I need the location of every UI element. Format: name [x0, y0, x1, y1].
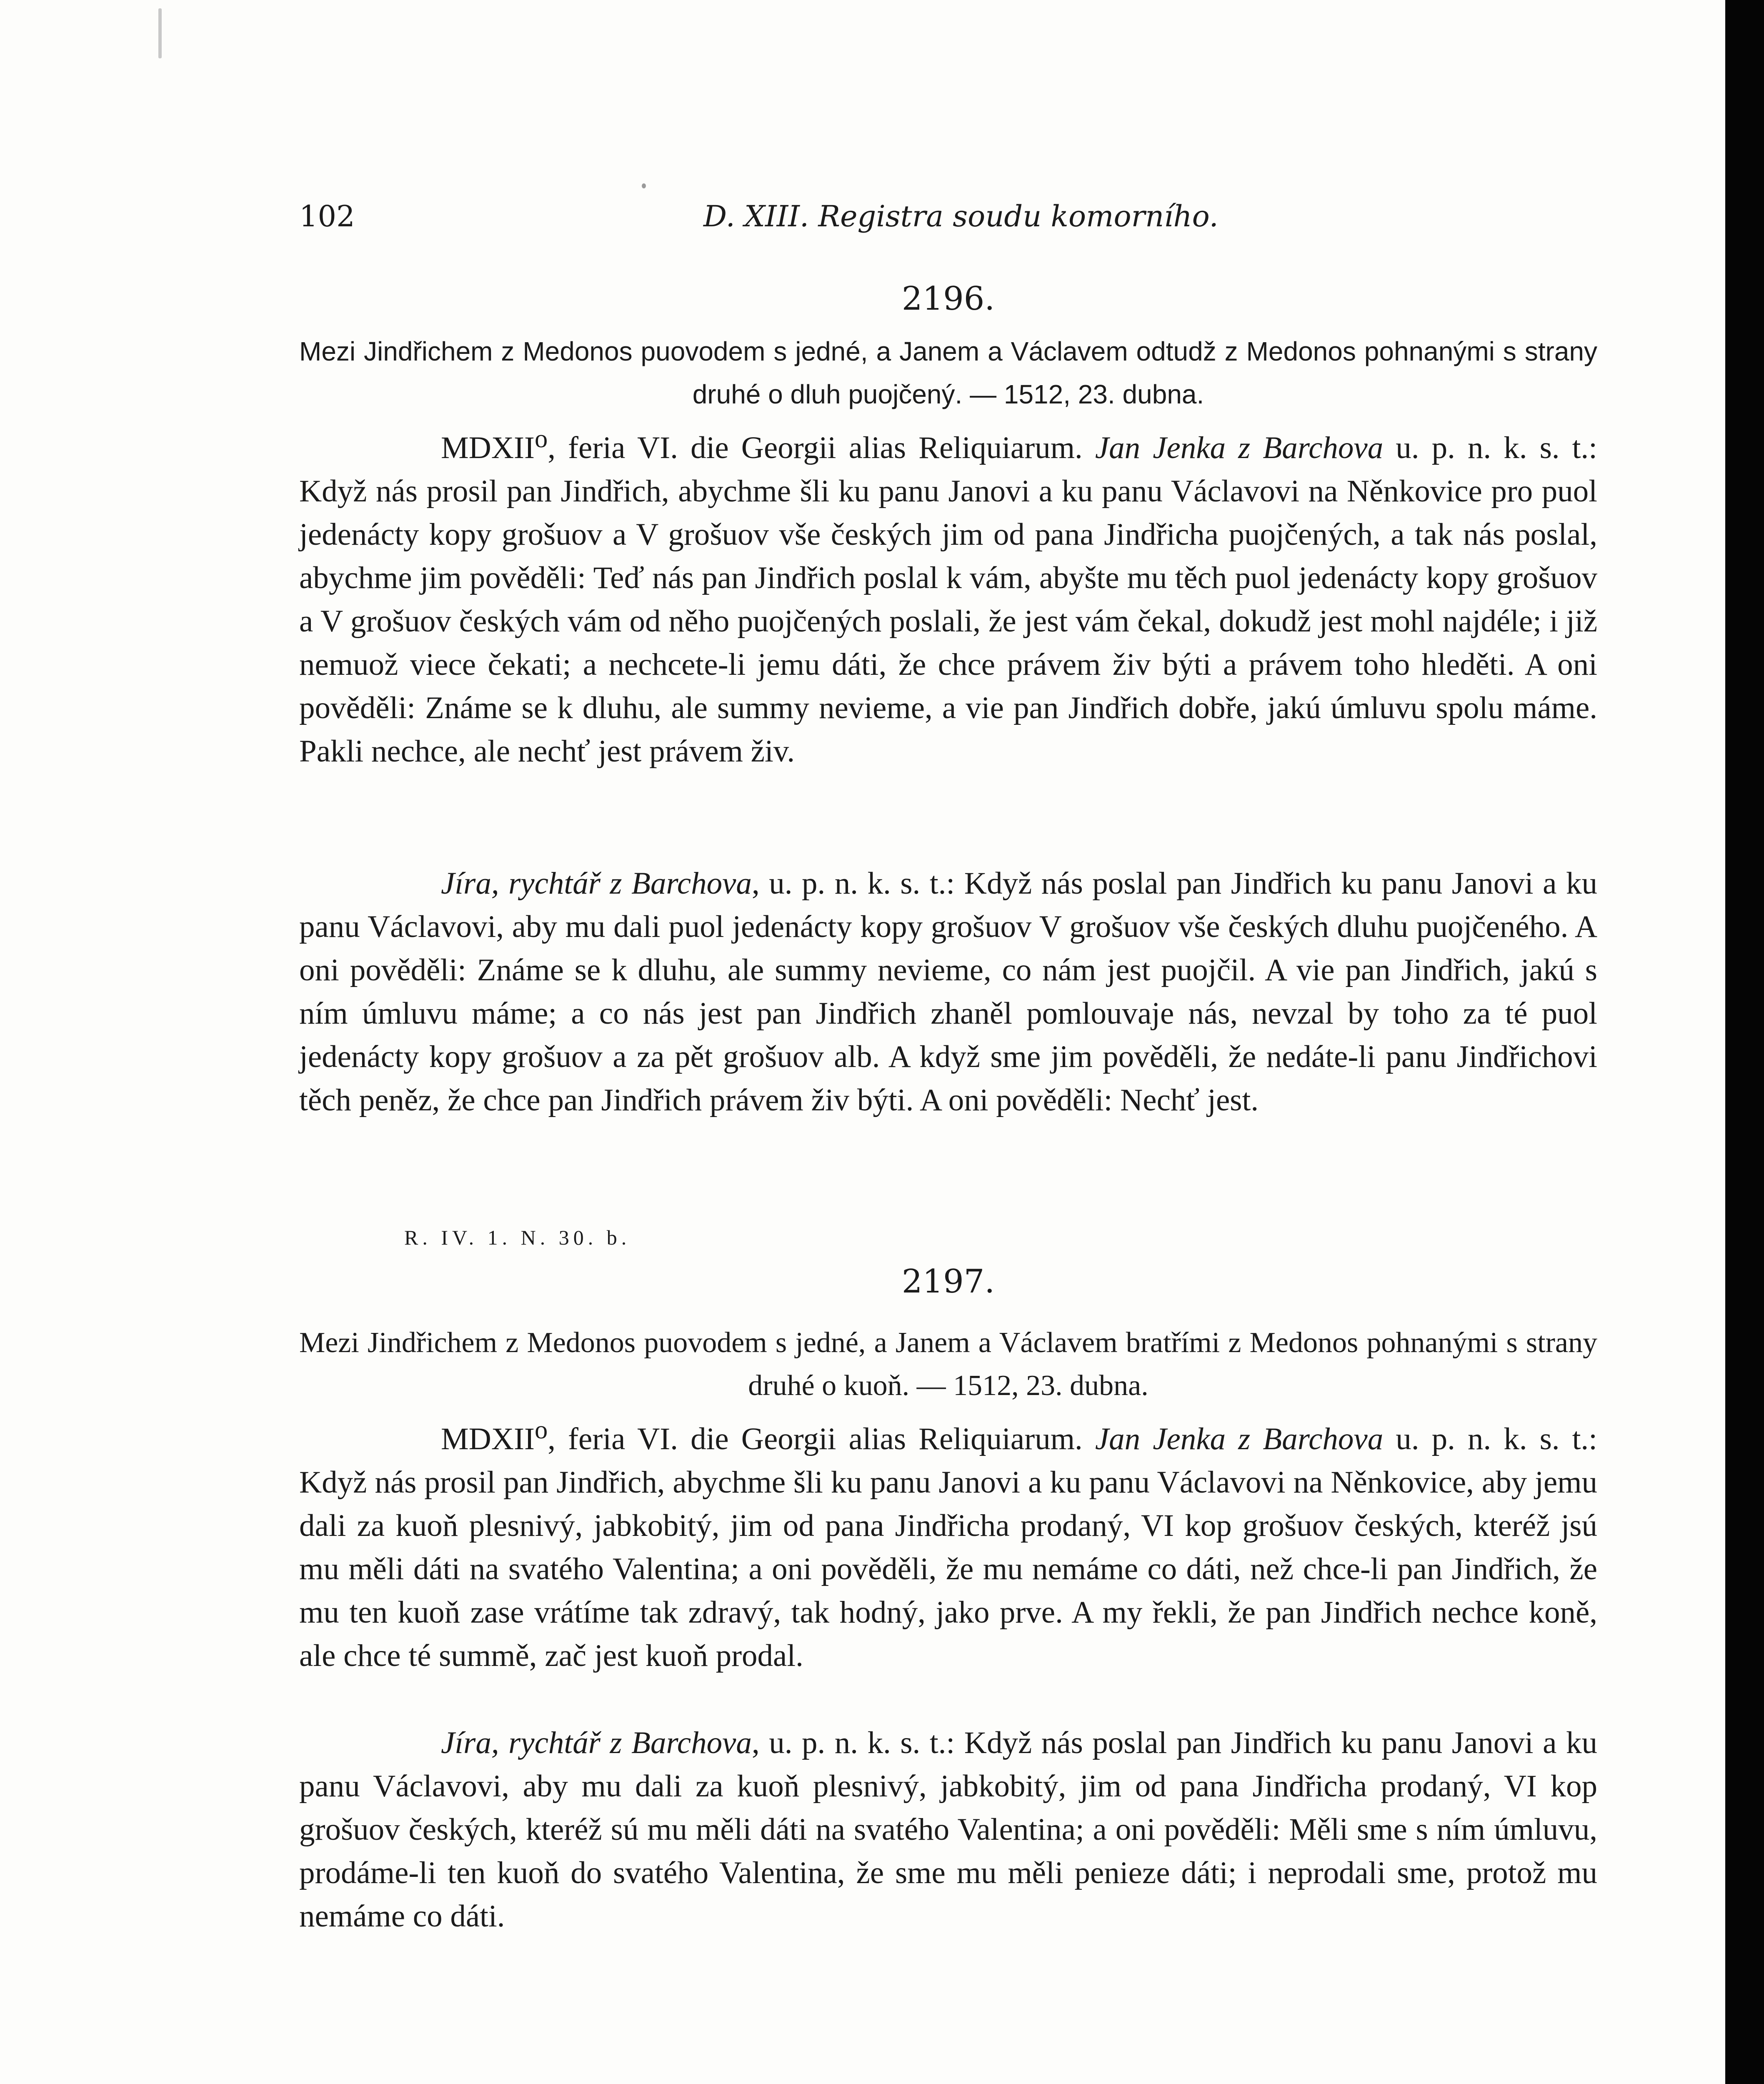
date-text: MDXII — [441, 431, 535, 465]
witness-name: Jan Jenka z Barchova — [1095, 1422, 1384, 1456]
witness-name: Jíra, rychtář z Barchova — [441, 1726, 752, 1760]
running-title: D. XIII. Registra soudu komorního. — [703, 199, 1219, 233]
source-reference: R. IV. 1. N. 30. b. — [404, 1226, 631, 1249]
testimony-text: , u. p. n. k. s. t.: Když nás poslal pan Jindřich ku panu Janovi a ku panu Václavovi, aby mu dali za kuoň plesnivý, jabkobitý, jim od pana Jindřicha prodaný, VI kop grošuov českých, kteréž sú mu měli dáti na svatého Valentina; a oni pověděli: Měli sme s ním úmluvu, prodáme-li ten kuoň do svatého Valentina, že sme mu měli penieze dáti; i neprodali sme, protož mu nemáme co dáti. — [299, 1726, 1597, 1934]
page-header — [299, 199, 1597, 249]
entry-number: 2197. — [901, 1263, 995, 1300]
date-superscript: o — [534, 424, 548, 453]
date-text-rest: , feria VI. die Georgii alias Reliquiarum. — [548, 1422, 1095, 1456]
testimony-text: u. p. n. k. s. t.: Když nás prosil pan Jindřich, abychme šli ku panu Janovi a ku panu Václavovi na Něnkovice pro puol jedenácty kopy grošuov a V grošuov vše českých jim od pana Jindřicha puojčených, a tak nás poslal, abychme jim pověděli: Teď nás pan Jindřich poslal k vám, abyšte mu těch puol jedenácty kopy grošuov a V grošuov českých vám od něho puojčených poslali, že jest vám čekal, dokudž jest mohl najdéle; i již nemuož viece čekati; a nechcete-li jemu dáti, že chce právem živ býti a právem toho hleděti. A oni pověděli: Známe se k dluhu, ale summy nevieme, a vie pan Jindřich dobře, jakú úmluvu spolu máme. Pakli nechce, ale nechť jest právem živ. — [299, 431, 1598, 769]
testimony-text: u. p. n. k. s. t.: Když nás prosil pan Jindřich, abychme šli ku panu Janovi a ku panu Václavovi na Něnkovice, aby jemu dali za kuoň plesnivý, jabkobitý, jim od pana Jindřicha prodaný, VI kop grošuov českých, kteréž jsú mu měli dáti na svatého Valentina; a oni pověděli, že mu nemáme co dáti, než chce-li pan Jindřich, že mu ten kuoň zase vrátíme tak zdravý, tak hodný, jako prve. A my řekli, že pan Jindřich nechce koně, ale chce té summě, zač jest kuoň prodal. — [299, 1422, 1598, 1673]
witness-name: Jan Jenka z Barchova — [1095, 431, 1384, 465]
testimony-paragraph — [299, 417, 1597, 773]
scan-speck — [642, 183, 646, 188]
date-superscript: o — [534, 1415, 548, 1444]
entry-summary: Mezi Jindřichem z Medonos puovodem s jedné, a Janem a Václavem odtudž z Medonos pohnanými s strany druhé o dluh puojčený. — 1512, 23. dubna. — [299, 336, 1597, 409]
testimony-paragraph — [299, 1408, 1597, 1678]
testimony-text: , u. p. n. k. s. t.: Když nás poslal pan Jindřich ku panu Janovi a ku panu Václavovi, aby mu dali puol jedenácty kopy grošuov V grošuov vše českých dluhu puojčeného. A oni pověděli: Známe se k dluhu, ale summy nevieme, co nám jest puojčil. A vie pan Jindřich, jakú s ním úmluvu máme; a co nás jest pan Jindřich zhaněl pomlouvaje nás, nevzal by toho za té puol jedenácty kopy grošuov a za pět grošuov alb. A když sme jim pověděli, že nedáte-li panu Jindřichovi těch peněz, že chce pan Jindřich právem živ býti. A oni pověděli: Nechť jest. — [299, 866, 1597, 1117]
witness-name: Jíra, rychtář z Barchova — [441, 866, 752, 901]
page-number: 102 — [299, 199, 355, 233]
entry-summary: Mezi Jindřichem z Medonos puovodem s jedné, a Janem a Václavem bratřími z Medonos pohnanými s strany druhé o kuoň. — 1512, 23. dubna. — [299, 1327, 1597, 1402]
testimony-paragraph — [299, 1721, 1597, 1938]
scan-speck — [158, 8, 162, 58]
entry-number: 2196. — [901, 280, 995, 318]
date-text-rest: , feria VI. die Georgii alias Reliquiarum. — [548, 431, 1095, 465]
testimony-paragraph — [299, 862, 1597, 1122]
date-text: MDXII — [441, 1422, 535, 1456]
scan-border — [1725, 0, 1764, 2084]
